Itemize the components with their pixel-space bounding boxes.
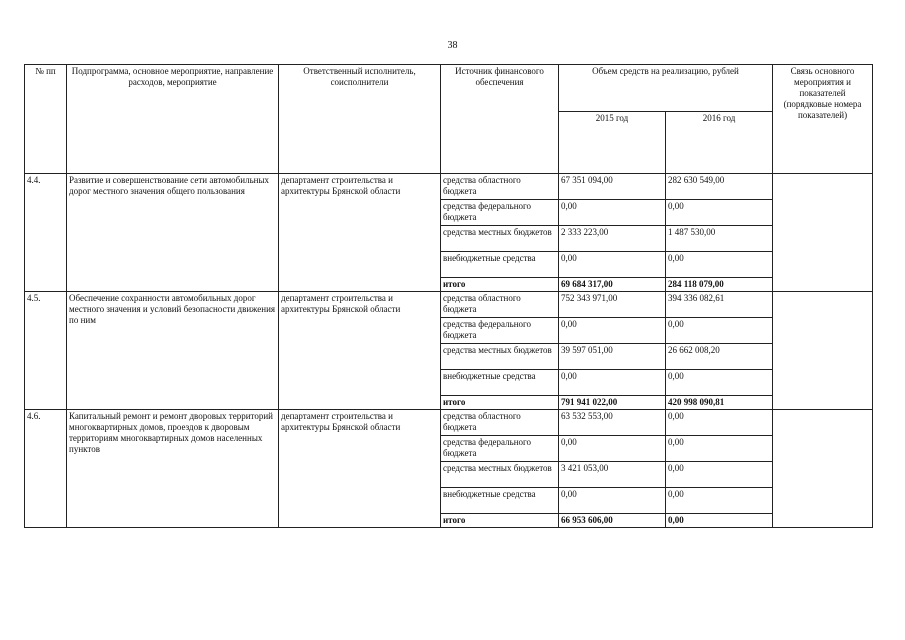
amount-2015: 0,00 [559,252,666,278]
item-executor: департамент строительства и архитектуры Брянской области [279,410,441,528]
amount-2015: 39 597 051,00 [559,344,666,370]
funding-source: внебюджетные средства [441,488,559,514]
funding-source: средства местных бюджетов [441,226,559,252]
item-title: Обеспечение сохранности автомобильных дорог местного значения и условий безопасности движения по ним [67,292,279,410]
header-source: Источник финансового обеспечения [441,65,559,174]
amount-2015: 0,00 [559,436,666,462]
item-title: Капитальный ремонт и ремонт дворовых территорий многоквартирных домов, проездов к дворовым территориям многоквартирных домов населенных пунктов [67,410,279,528]
header-subprogram: Подпрограмма, основное мероприятие, направление расходов, мероприятие [67,65,279,174]
header-link: Связь основного мероприятия и показателей (порядковые номера показателей) [773,65,873,174]
funding-source: средства областного бюджета [441,174,559,200]
amount-2015: 66 953 606,00 [559,514,666,528]
funding-source: средства областного бюджета [441,292,559,318]
item-number: 4.5. [25,292,67,410]
amount-2015: 2 333 223,00 [559,226,666,252]
amount-2016: 394 336 082,61 [666,292,773,318]
funding-source: средства областного бюджета [441,410,559,436]
amount-2016: 0,00 [666,436,773,462]
page-number: 38 [447,40,458,51]
amount-2015: 63 532 553,00 [559,410,666,436]
table-body [25,174,873,528]
amount-2016: 1 487 530,00 [666,226,773,252]
funding-source: средства федерального бюджета [441,200,559,226]
amount-2015: 791 941 022,00 [559,396,666,410]
funding-source: итого [441,396,559,410]
item-link [773,174,873,292]
amount-2015: 0,00 [559,488,666,514]
amount-2016: 284 118 079,00 [666,278,773,292]
funding-source: внебюджетные средства [441,370,559,396]
amount-2015: 3 421 053,00 [559,462,666,488]
funding-source: средства федерального бюджета [441,436,559,462]
header-2016: 2016 год [666,112,773,174]
amount-2015: 0,00 [559,318,666,344]
amount-2016: 0,00 [666,410,773,436]
amount-2015: 752 343 971,00 [559,292,666,318]
table-row [25,410,873,436]
amount-2016: 0,00 [666,252,773,278]
amount-2016: 0,00 [666,514,773,528]
item-number: 4.4. [25,174,67,292]
amount-2016: 26 662 008,20 [666,344,773,370]
funding-source: итого [441,278,559,292]
funding-source: средства местных бюджетов [441,462,559,488]
funding-source: средства федерального бюджета [441,318,559,344]
amount-2015: 0,00 [559,370,666,396]
item-title: Развитие и совершенствование сети автомобильных дорог местного значения общего пользования [67,174,279,292]
header-funds: Объем средств на реализацию, рублей [559,65,773,112]
amount-2016: 0,00 [666,318,773,344]
amount-2016: 420 998 090,81 [666,396,773,410]
funding-source: средства местных бюджетов [441,344,559,370]
item-number: 4.6. [25,410,67,528]
amount-2016: 0,00 [666,462,773,488]
header-num: № пп [25,65,67,174]
amount-2015: 69 684 317,00 [559,278,666,292]
amount-2016: 282 630 549,00 [666,174,773,200]
item-link [773,292,873,410]
amount-2015: 67 351 094,00 [559,174,666,200]
table-row [25,174,873,200]
item-executor: департамент строительства и архитектуры Брянской области [279,292,441,410]
header-executor: Ответственный исполнитель, соисполнители [279,65,441,174]
amount-2016: 0,00 [666,200,773,226]
header-2015: 2015 год [559,112,666,174]
item-executor: департамент строительства и архитектуры Брянской области [279,174,441,292]
funding-source: итого [441,514,559,528]
amount-2015: 0,00 [559,200,666,226]
amount-2016: 0,00 [666,370,773,396]
funding-table [24,64,873,528]
funding-source: внебюджетные средства [441,252,559,278]
amount-2016: 0,00 [666,488,773,514]
item-link [773,410,873,528]
table-row [25,292,873,318]
